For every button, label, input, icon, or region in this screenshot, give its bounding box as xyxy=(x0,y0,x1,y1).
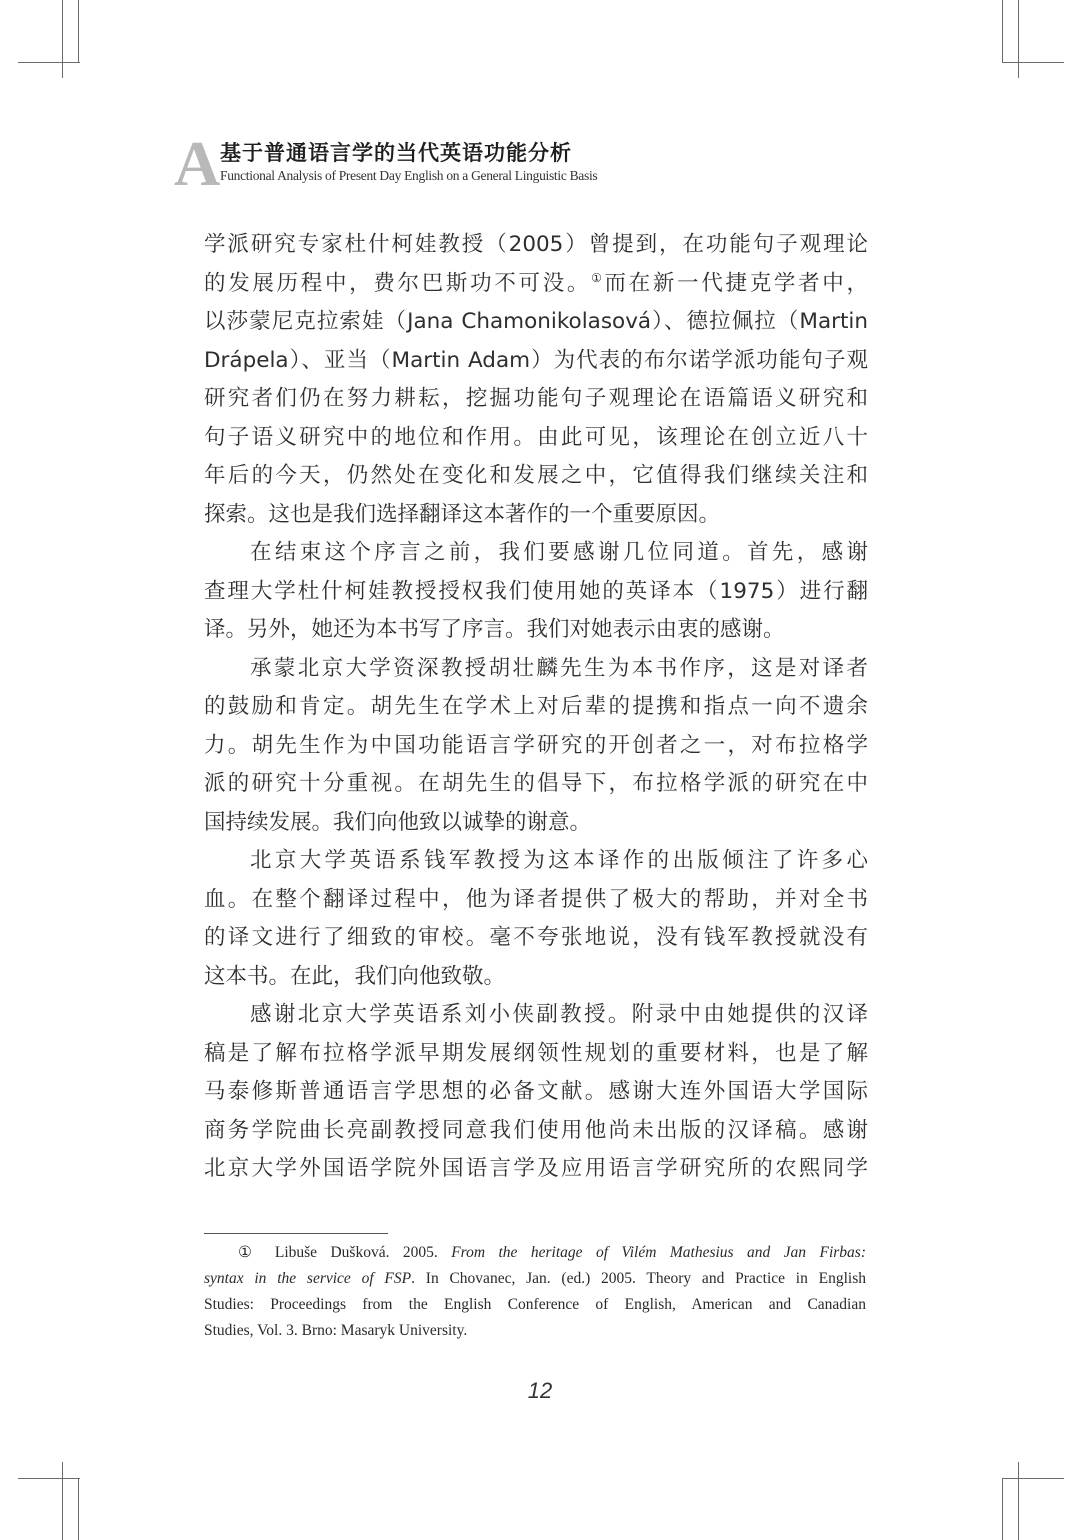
body-line-text: 查理大学杜什柯娃教授授权我们使用她的英译本（1975）进行翻 xyxy=(204,578,868,604)
footnote-line xyxy=(204,1318,866,1344)
body-text xyxy=(204,226,868,1189)
body-line xyxy=(204,919,868,958)
body-line-text: 的发展历程中，费尔巴斯功不可没。 xyxy=(204,270,592,296)
body-line-text: 在结束这个序言之前，我们要感谢几位同道。首先，感谢 xyxy=(250,540,868,565)
body-line xyxy=(204,842,868,881)
body-line-text: 的鼓励和肯定。胡先生在学术上对后辈的提携和指点一向不遗余 xyxy=(204,694,868,719)
header-title-chinese: 基于普通语言学的当代英语功能分析 xyxy=(220,141,572,165)
body-line xyxy=(204,1073,868,1112)
body-line-text: 以莎蒙尼克拉索娃（Jana Chamonikolasová）、德拉佩拉（Martin xyxy=(204,309,868,334)
body-line xyxy=(204,804,868,843)
body-line xyxy=(204,765,868,804)
body-line-text: 派的研究十分重视。在胡先生的倡导下，布拉格学派的研究在中 xyxy=(204,771,868,796)
body-line-text: Drápela）、亚当（Martin Adam）为代表的布尔诺学派功能句子观 xyxy=(204,347,868,373)
body-line-text: 感谢北京大学英语系刘小侠副教授。附录中由她提供的汉译 xyxy=(250,1002,868,1027)
body-line-text: 句子语义研究中的地位和作用。由此可见，该理论在创立近八十 xyxy=(204,424,868,450)
body-line xyxy=(204,303,868,342)
body-line xyxy=(204,534,868,573)
body-line-text: 年后的今天，仍然处在变化和发展之中，它值得我们继续关注和 xyxy=(204,463,868,488)
footnote-line xyxy=(204,1292,866,1318)
page-number: 12 xyxy=(527,1378,553,1403)
footnote-line xyxy=(204,1240,866,1266)
footnote-line xyxy=(204,1266,866,1292)
body-line xyxy=(204,650,868,689)
body-line-text: 马泰修斯普通语言学思想的必备文献。感谢大连外国语大学国际 xyxy=(204,1079,868,1104)
footnote-text: Studies, Vol. 3. Brno: Masaryk University. xyxy=(204,1322,468,1339)
body-line xyxy=(204,573,868,612)
body-line xyxy=(204,996,868,1035)
body-line xyxy=(204,881,868,920)
header-letter-logo: A xyxy=(174,128,221,199)
crop-mark xyxy=(1002,62,1064,63)
body-line xyxy=(204,265,868,304)
body-line-text: 译。另外，她还为本书写了序言。我们对她表示由衷的感谢。 xyxy=(204,617,785,642)
body-line xyxy=(204,611,868,650)
body-line xyxy=(204,688,868,727)
body-line xyxy=(204,226,868,265)
body-line-text: 承蒙北京大学资深教授胡壮麟先生为本书作序，这是对译者 xyxy=(250,655,868,681)
header-title-english: Functional Analysis of Present Day English on a General Linguistic Basis xyxy=(220,168,598,183)
body-line-text: 的译文进行了细致的审校。毫不夸张地说，没有钱军教授就没有 xyxy=(204,925,868,950)
footnote-text: . In Chovanec, Jan. (ed.) 2005. Theory and Practice in English xyxy=(411,1270,866,1287)
body-line-text: 学派研究专家杜什柯娃教授（2005）曾提到，在功能句子观理论 xyxy=(204,232,868,257)
body-line xyxy=(204,419,868,458)
body-line-text: 商务学院曲长亮副教授同意我们使用他尚未出版的汉译稿。感谢 xyxy=(204,1117,868,1143)
body-line xyxy=(204,1150,868,1189)
body-line xyxy=(204,1035,868,1074)
footnote-rule xyxy=(204,1233,388,1234)
body-line-text: 研究者们仍在努力耕耘，挖掘功能句子观理论在语篇语义研究和 xyxy=(204,386,868,411)
crop-mark xyxy=(1002,1478,1064,1479)
body-line xyxy=(204,457,868,496)
body-line xyxy=(204,958,868,997)
running-header xyxy=(174,128,894,199)
body-line-text: 血。在整个翻译过程中，他为译者提供了极大的帮助，并对全书 xyxy=(204,886,868,912)
body-line-text: 稿是了解布拉格学派早期发展纲领性规划的重要材料，也是了解 xyxy=(204,1040,868,1066)
crop-mark xyxy=(1018,1462,1019,1540)
crop-mark xyxy=(78,0,79,62)
body-line-text: 探索。这也是我们选择翻译这本著作的一个重要原因。 xyxy=(204,501,721,527)
crop-mark xyxy=(1002,0,1003,62)
body-line xyxy=(204,496,868,535)
crop-mark xyxy=(1002,1478,1003,1540)
footnote-reference-marker[interactable]: ① xyxy=(591,270,605,285)
crop-mark xyxy=(62,0,63,78)
body-line-text: 国持续发展。我们向他致以诚挚的谢意。 xyxy=(204,809,592,835)
crop-mark xyxy=(18,1478,80,1479)
body-line-text: 力。胡先生作为中国功能语言学研究的开创者之一，对布拉格学 xyxy=(204,732,868,758)
crop-mark xyxy=(62,1462,63,1540)
body-line-text: 北京大学英语系钱军教授为这本译作的出版倾注了许多心 xyxy=(250,848,868,873)
crop-mark xyxy=(18,62,80,63)
footnote-title: From the heritage of Vilém Mathesius and Jan Firbas: xyxy=(451,1244,866,1261)
body-line xyxy=(204,342,868,381)
body-line-text: 北京大学外国语学院外国语言学及应用语言学研究所的农熙同学 xyxy=(204,1156,868,1181)
body-line xyxy=(204,1112,868,1151)
footnote-title: syntax in the service of FSP xyxy=(204,1270,412,1287)
body-line xyxy=(204,727,868,766)
crop-mark xyxy=(1018,0,1019,78)
body-line-text: 而在新一代捷克学者中， xyxy=(604,270,868,296)
body-line-text: 这本书。在此，我们向他致敬。 xyxy=(204,963,506,989)
footnote-text: Studies: Proceedings from the English Conference of English, American and Canadian xyxy=(204,1296,866,1313)
footnote-text: Libuše Dušková. 2005. xyxy=(261,1244,452,1261)
body-line xyxy=(204,380,868,419)
crop-mark xyxy=(78,1478,79,1540)
footnote xyxy=(204,1240,866,1344)
footnote-marker: ① xyxy=(238,1244,262,1261)
